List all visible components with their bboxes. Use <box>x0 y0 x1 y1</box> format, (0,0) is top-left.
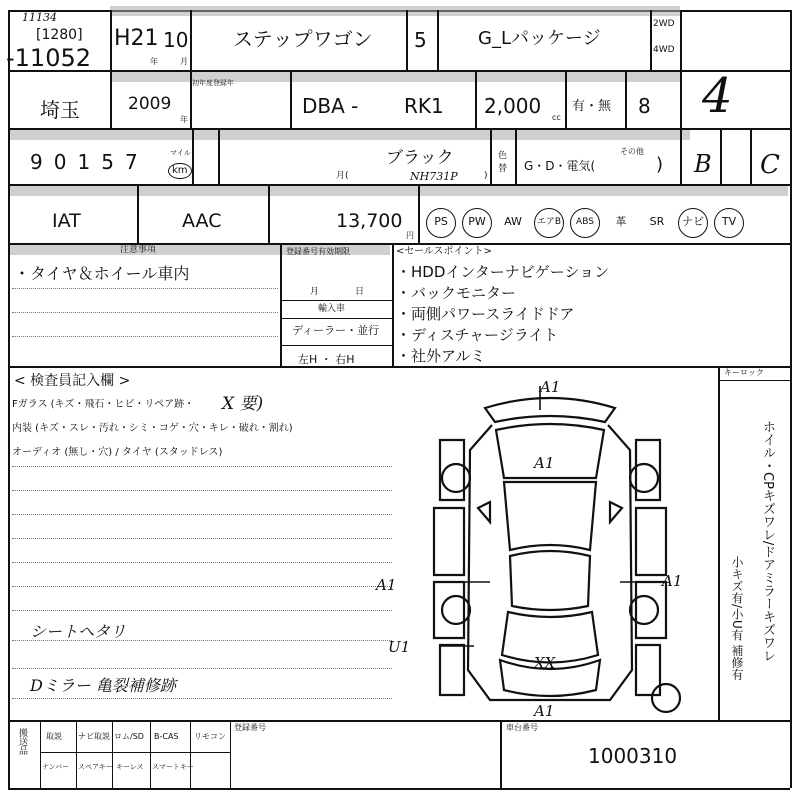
glass-line: Fガラス (キズ・飛石・ヒビ・リペア跡・ <box>12 399 195 410</box>
equip-ps: PS <box>426 208 456 238</box>
wheel-rl <box>442 596 470 624</box>
footer-item: ナンバー <box>42 763 70 771</box>
yen-label: 円 <box>406 231 414 240</box>
shonen-label: 初年度登録年 <box>192 79 234 87</box>
drive-4wd: 4WD <box>653 45 675 55</box>
model-prefix: DBA - <box>302 94 359 118</box>
interior-grade: C <box>760 150 780 180</box>
fuel-other: その他 <box>620 147 644 156</box>
mileage-digit: 9 <box>30 150 43 174</box>
region: 埼玉 <box>40 98 80 122</box>
paren-close: ) <box>484 171 488 181</box>
lot-code: [1280] <box>36 27 83 43</box>
left-rear-quarter <box>440 645 464 695</box>
recycle-fee: 13,700 <box>336 210 403 232</box>
right-rear-door <box>636 582 666 638</box>
equip-leather: 革 <box>615 215 627 228</box>
key-lock-label: キーロック <box>724 368 764 377</box>
sales-point: ・HDDインターナビゲーション <box>396 263 610 281</box>
seats: 8 <box>638 94 651 118</box>
footer-item: キーレス <box>116 763 144 771</box>
damage-mark: XX <box>534 654 556 672</box>
equip-tv: TV <box>714 208 744 238</box>
sales-point: ・両側パワースライドドア <box>396 305 575 323</box>
footer-item: リモコン <box>194 732 226 741</box>
left-rear-door <box>434 582 464 638</box>
damage-mark: U1 <box>388 638 411 656</box>
equip-navi: ナビ <box>678 208 708 238</box>
wheel-fl <box>442 464 470 492</box>
handwritten-note-seat: シートヘタリ <box>30 622 127 641</box>
doors: 5 <box>414 28 427 52</box>
chassis-number: 1000310 <box>588 744 678 768</box>
footer-item: 取説 <box>46 732 62 741</box>
reg-month-day: 月 日 <box>310 287 365 297</box>
equip-sr: SR <box>649 215 665 228</box>
footer-item: ロム/SD <box>114 732 144 741</box>
wheel-fr <box>630 464 658 492</box>
lot-number: -11052 <box>6 44 92 72</box>
equipment-list <box>426 208 744 238</box>
score: 4 <box>702 68 733 124</box>
month-paren: 月( <box>336 171 349 181</box>
handle-label: 左H ・ 右H <box>298 353 355 366</box>
left-front-door <box>434 508 464 575</box>
mileage-digit: 0 <box>53 150 67 174</box>
sales-label: <セールスポイント> <box>396 246 492 257</box>
sales-point: ・社外アルミ <box>396 347 486 365</box>
dealer-label: ディーラー・並行 <box>292 324 380 337</box>
inspector-title: < 検査員記入欄 > <box>14 373 131 389</box>
interior-line: 内装 (キズ・スレ・汚れ・シミ・コゲ・穴・キレ・破れ・割れ) <box>12 423 293 434</box>
has-label: 有・無 <box>572 99 612 114</box>
handwritten-note-mirror: Dミラー 亀裂補修跡 <box>30 676 176 695</box>
sales-point: ・ディスチャージライト <box>396 326 559 344</box>
cc-label: cc <box>552 113 561 122</box>
audio-line: オーディオ (無し・穴) / タイヤ (スタッドレス) <box>12 447 223 458</box>
mileage-digit: 7 <box>124 150 138 174</box>
wheel-rr <box>630 596 658 624</box>
equip-abs: ABS <box>570 208 600 238</box>
footer-item: B-CAS <box>154 732 179 741</box>
damage-mark: A1 <box>376 576 397 594</box>
front-bumper <box>485 398 615 422</box>
color: ブラック <box>386 148 454 168</box>
color-code: NH731P <box>410 170 458 183</box>
footer-side-label: 搬送品 <box>17 728 27 755</box>
fuel: G・D・電気( <box>524 159 596 173</box>
footer-item: ナビ取説 <box>78 732 110 741</box>
footer-item: スペアキー <box>78 763 113 771</box>
glass-handwritten: X 要) <box>222 394 264 414</box>
model-name: ステップワゴン <box>233 27 373 51</box>
equip-aw: AW <box>504 215 522 228</box>
side-note-1: ホイル・CPキズワレ/ドアミラーキズワレ <box>760 420 775 663</box>
side-note-2: 小キズ有/小U有 補修有 <box>730 556 744 681</box>
mileage-digit: 1 <box>77 150 91 174</box>
nen-label-2: 年 <box>180 115 188 124</box>
lot-scribble: 11134 <box>22 11 57 24</box>
car-diagram <box>376 370 716 720</box>
displacement: 2,000 <box>484 94 542 118</box>
damage-mark: A1 <box>540 378 561 396</box>
exterior-grade: B <box>694 150 712 178</box>
equip-airbag: エアB <box>534 208 564 238</box>
roof <box>510 551 590 610</box>
right-mirror <box>610 502 622 522</box>
note-line: ・タイヤ＆ホイール車内 <box>14 264 190 283</box>
era-year: H21 <box>114 26 159 51</box>
damage-mark: A1 <box>534 454 555 472</box>
mileage-digit: 5 <box>101 150 114 174</box>
fuel-close: ) <box>656 154 664 175</box>
reg-expiry-label: 登録番号有効期限 <box>286 247 350 256</box>
notes-label: 注意事項 <box>120 245 157 255</box>
right-front-door <box>636 508 666 575</box>
chassis-label: 車台番号 <box>506 723 538 732</box>
left-mirror <box>478 502 490 522</box>
equip-pw: PW <box>462 208 492 238</box>
grade: G_Lパッケージ <box>478 28 601 49</box>
shift: IAT <box>52 210 81 232</box>
model-code: RK1 <box>404 94 444 118</box>
aircon: AAC <box>182 210 222 232</box>
tsuki-label: 月 <box>180 57 188 66</box>
damage-mark: A1 <box>662 572 683 590</box>
windshield <box>504 482 596 550</box>
mileage <box>30 152 138 172</box>
spare-tire <box>652 684 680 712</box>
reg-number-label: 登録番号 <box>234 723 266 732</box>
import-label: 輸入車 <box>318 304 346 314</box>
damage-mark: A1 <box>534 702 555 720</box>
footer-item: スマートキー <box>152 763 194 771</box>
nen-label: 年 <box>150 57 158 66</box>
mile-label: マイル <box>170 149 191 157</box>
sales-point: ・バックモニター <box>396 284 517 302</box>
first-reg-year: 2009 <box>128 94 172 114</box>
iro-label: 色替 <box>498 151 508 174</box>
km-label: km <box>168 163 192 179</box>
month: 10 <box>163 28 189 52</box>
drive-2wd: 2WD <box>653 19 675 29</box>
